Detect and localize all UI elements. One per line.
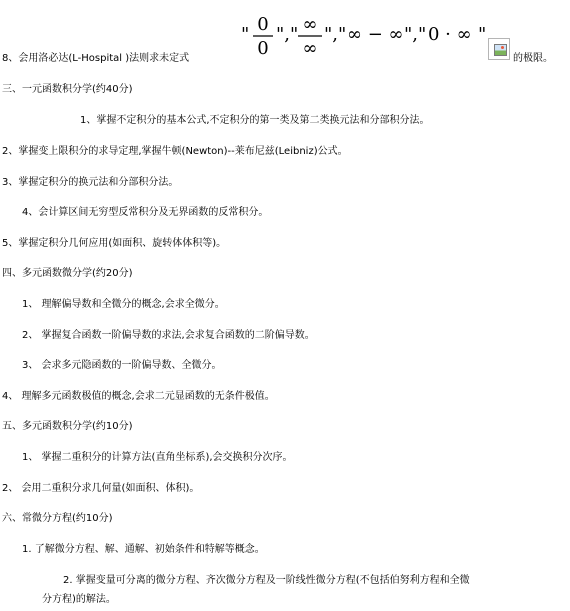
section-3-item-3: 3、掌握定积分的换元法和分部积分法。 [2, 177, 179, 188]
section-4-item-4: 4、 理解多元函数极值的概念,会求二元显函数的无条件极值。 [2, 391, 275, 402]
frac2-numerator: ∞ [302, 14, 318, 35]
section-3-item-5: 5、掌握定积分几何应用(如面积、旋转体体积等)。 [2, 238, 227, 249]
section-4-heading: 四、多元函数微分学(约20分) [2, 268, 133, 279]
section-4-item-2: 2、 掌握复合函数一阶偏导数的求法,会求复合函数的二阶偏导数。 [22, 330, 315, 341]
section-3-heading: 三、一元函数积分学(约40分) [2, 84, 133, 95]
section-6-item-2-continued: 分方程)的解法。 [42, 594, 116, 605]
section-5-heading: 五、多元函数积分学(约10分) [2, 421, 133, 432]
section-6-item-1: 1. 了解微分方程、解、通解、初始条件和特解等概念。 [22, 544, 265, 555]
quote-5: " [478, 24, 487, 45]
frac1-denominator: 0 [257, 38, 269, 59]
item-8-suffix: 的极限。 [513, 53, 553, 64]
frac1-numerator: 0 [257, 14, 269, 35]
section-6-item-2: 2. 掌握变量可分离的微分方程、齐次微分方程及一阶线性微分方程(不包括伯努利方程和全微 [63, 575, 470, 586]
section-3-item-2: 2、掌握变上限积分的求导定理,掌握牛顿(Newton)--莱布尼兹(Leibniz)公式。 [2, 146, 348, 157]
quote-3: "," [324, 24, 347, 45]
section-3-item-1: 1、掌握不定积分的基本公式,不定积分的第一类及第二类换元法和分部积分法。 [80, 115, 430, 126]
image-placeholder-icon [488, 38, 510, 60]
expr-zero-times-inf: 0 · ∞ [428, 24, 472, 45]
section-4-item-3: 3、 会求多元隐函数的一阶偏导数、全微分。 [22, 360, 222, 371]
expr-inf-minus-inf: ∞ − ∞ [347, 24, 404, 45]
quote-4: "," [404, 24, 427, 45]
section-5-item-2: 2、 会用二重积分求几何量(如面积、体积)。 [2, 483, 200, 494]
section-5-item-1: 1、 掌握二重积分的计算方法(直角坐标系),会交换积分次序。 [22, 452, 293, 463]
indeterminate-forms-formula [241, 10, 490, 60]
section-6-heading: 六、常微分方程(约10分) [2, 513, 113, 524]
formula-svg [241, 10, 490, 60]
item-8-prefix: 8、会用洛必达(L-Hospital )法则求未定式 [2, 53, 190, 64]
section-3-item-4: 4、会计算区间无穷型反常积分及无界函数的反常积分。 [22, 207, 269, 218]
quote-2: "," [276, 24, 299, 45]
section-4-item-1: 1、 理解偏导数和全微分的概念,会求全微分。 [22, 299, 225, 310]
frac2-denominator: ∞ [302, 38, 318, 59]
picture-glyph [494, 44, 507, 56]
quote-1: " [241, 24, 250, 45]
